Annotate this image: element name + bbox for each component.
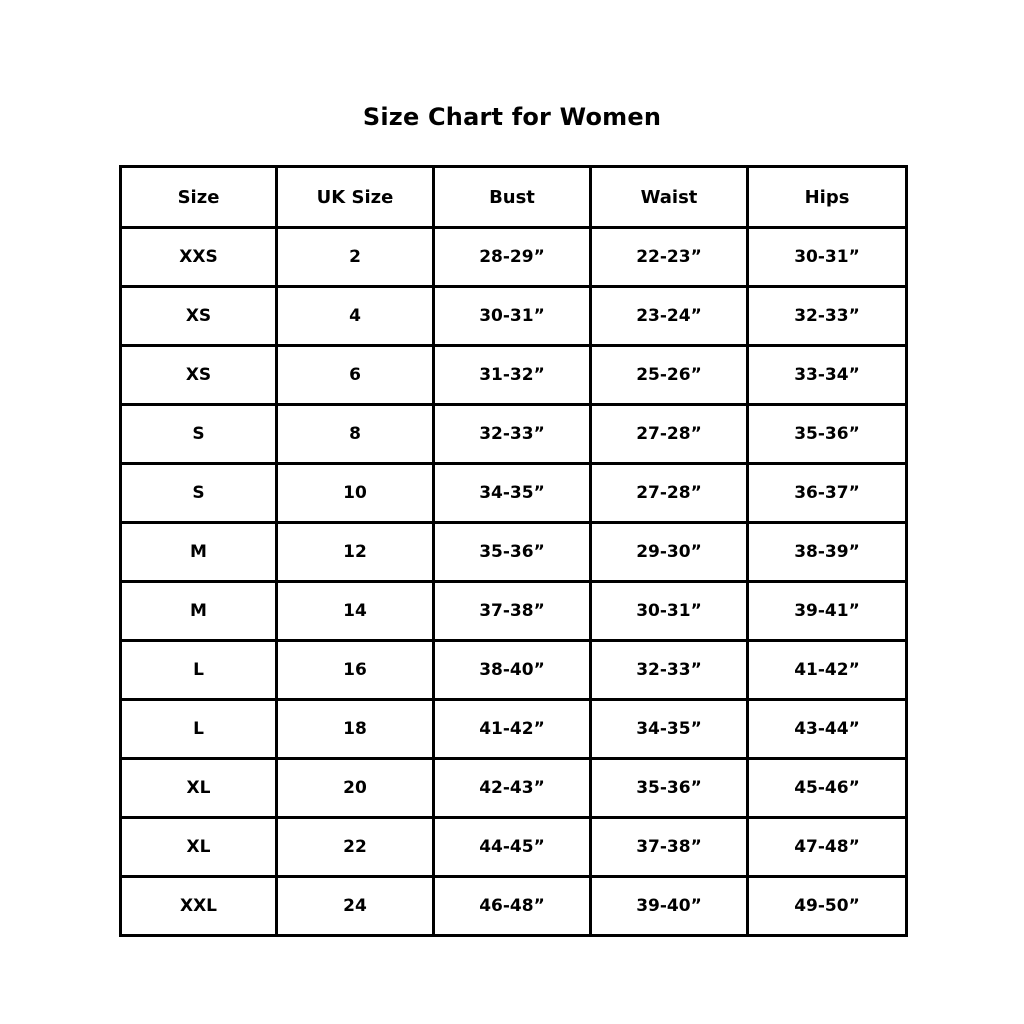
cell-hips: 49-50” bbox=[748, 877, 907, 936]
cell-uk-size: 14 bbox=[277, 582, 434, 641]
cell-waist: 32-33” bbox=[591, 641, 748, 700]
cell-waist: 25-26” bbox=[591, 346, 748, 405]
cell-size: L bbox=[121, 641, 277, 700]
cell-bust: 35-36” bbox=[434, 523, 591, 582]
table-row bbox=[121, 405, 907, 464]
table-row bbox=[121, 877, 907, 936]
table-row bbox=[121, 523, 907, 582]
cell-waist: 23-24” bbox=[591, 287, 748, 346]
cell-size: L bbox=[121, 700, 277, 759]
cell-uk-size: 16 bbox=[277, 641, 434, 700]
cell-waist: 27-28” bbox=[591, 464, 748, 523]
table-row bbox=[121, 346, 907, 405]
cell-hips: 35-36” bbox=[748, 405, 907, 464]
table-row bbox=[121, 818, 907, 877]
cell-uk-size: 2 bbox=[277, 228, 434, 287]
cell-uk-size: 22 bbox=[277, 818, 434, 877]
cell-bust: 38-40” bbox=[434, 641, 591, 700]
table-body bbox=[121, 228, 907, 936]
cell-bust: 31-32” bbox=[434, 346, 591, 405]
size-table-container bbox=[119, 165, 905, 937]
cell-hips: 41-42” bbox=[748, 641, 907, 700]
cell-size: XXS bbox=[121, 228, 277, 287]
cell-bust: 37-38” bbox=[434, 582, 591, 641]
cell-size: M bbox=[121, 582, 277, 641]
cell-hips: 47-48” bbox=[748, 818, 907, 877]
cell-hips: 30-31” bbox=[748, 228, 907, 287]
table-header-row bbox=[121, 167, 907, 228]
column-header-bust: Bust bbox=[434, 167, 591, 228]
table-row bbox=[121, 759, 907, 818]
cell-waist: 37-38” bbox=[591, 818, 748, 877]
cell-size: XS bbox=[121, 346, 277, 405]
cell-size: M bbox=[121, 523, 277, 582]
cell-uk-size: 4 bbox=[277, 287, 434, 346]
table-row bbox=[121, 582, 907, 641]
table-row bbox=[121, 228, 907, 287]
table-row bbox=[121, 700, 907, 759]
column-header-size: Size bbox=[121, 167, 277, 228]
cell-uk-size: 8 bbox=[277, 405, 434, 464]
column-header-waist: Waist bbox=[591, 167, 748, 228]
cell-hips: 32-33” bbox=[748, 287, 907, 346]
cell-size: XXL bbox=[121, 877, 277, 936]
cell-bust: 46-48” bbox=[434, 877, 591, 936]
cell-hips: 36-37” bbox=[748, 464, 907, 523]
cell-waist: 27-28” bbox=[591, 405, 748, 464]
cell-uk-size: 12 bbox=[277, 523, 434, 582]
cell-hips: 38-39” bbox=[748, 523, 907, 582]
cell-size: S bbox=[121, 405, 277, 464]
cell-hips: 43-44” bbox=[748, 700, 907, 759]
cell-hips: 45-46” bbox=[748, 759, 907, 818]
column-header-hips: Hips bbox=[748, 167, 907, 228]
column-header-uk-size: UK Size bbox=[277, 167, 434, 228]
cell-waist: 22-23” bbox=[591, 228, 748, 287]
cell-size: S bbox=[121, 464, 277, 523]
cell-uk-size: 10 bbox=[277, 464, 434, 523]
page-title: Size Chart for Women bbox=[362, 103, 662, 131]
cell-waist: 35-36” bbox=[591, 759, 748, 818]
table-header bbox=[121, 167, 907, 228]
cell-hips: 39-41” bbox=[748, 582, 907, 641]
cell-bust: 34-35” bbox=[434, 464, 591, 523]
cell-waist: 30-31” bbox=[591, 582, 748, 641]
table-row bbox=[121, 464, 907, 523]
cell-bust: 30-31” bbox=[434, 287, 591, 346]
size-table bbox=[119, 165, 908, 937]
cell-uk-size: 24 bbox=[277, 877, 434, 936]
cell-size: XS bbox=[121, 287, 277, 346]
cell-uk-size: 20 bbox=[277, 759, 434, 818]
cell-bust: 41-42” bbox=[434, 700, 591, 759]
cell-size: XL bbox=[121, 818, 277, 877]
table-row bbox=[121, 641, 907, 700]
cell-hips: 33-34” bbox=[748, 346, 907, 405]
cell-bust: 32-33” bbox=[434, 405, 591, 464]
cell-size: XL bbox=[121, 759, 277, 818]
cell-bust: 42-43” bbox=[434, 759, 591, 818]
cell-uk-size: 6 bbox=[277, 346, 434, 405]
cell-waist: 39-40” bbox=[591, 877, 748, 936]
cell-waist: 29-30” bbox=[591, 523, 748, 582]
cell-bust: 28-29” bbox=[434, 228, 591, 287]
cell-bust: 44-45” bbox=[434, 818, 591, 877]
cell-uk-size: 18 bbox=[277, 700, 434, 759]
table-row bbox=[121, 287, 907, 346]
cell-waist: 34-35” bbox=[591, 700, 748, 759]
